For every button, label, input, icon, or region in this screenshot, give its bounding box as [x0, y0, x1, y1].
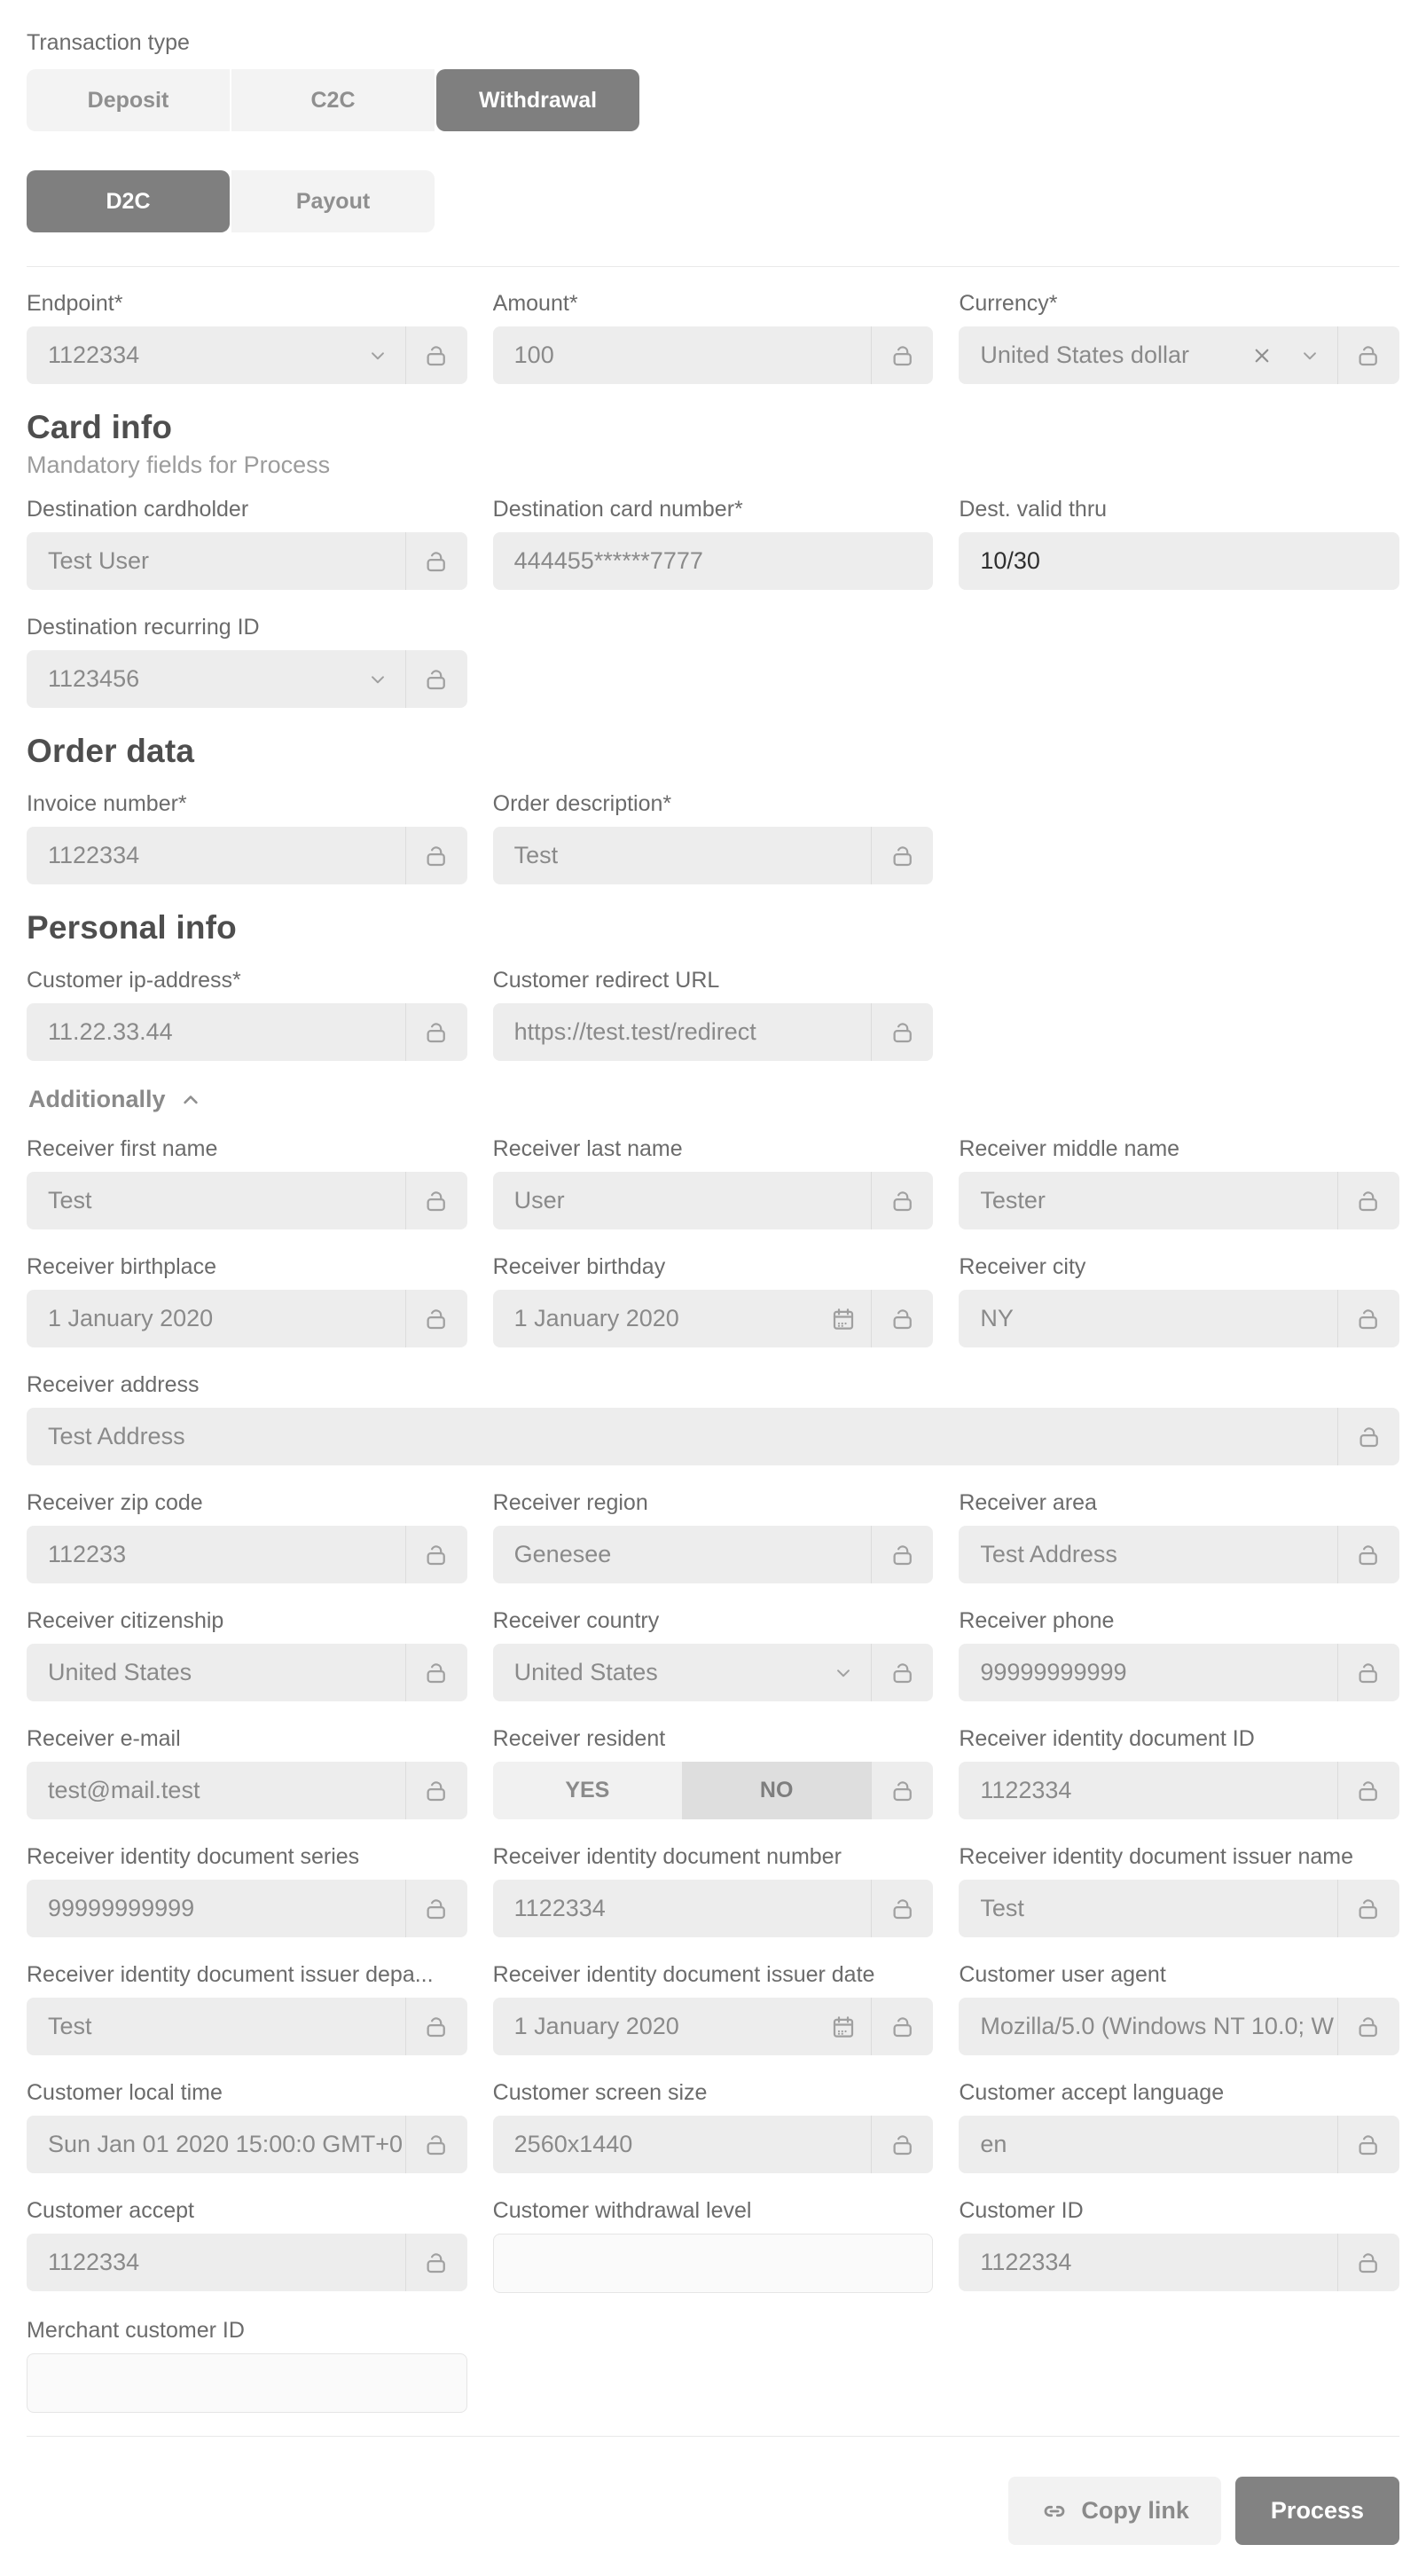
- customer-local-time-value: Sun Jan 01 2020 15:00:0 GMT+0: [48, 2131, 404, 2157]
- currency-value: United States dollar: [980, 342, 1189, 368]
- dest-valid-thru-label: Dest. valid thru: [959, 497, 1108, 522]
- lock-icon[interactable]: [1337, 2234, 1399, 2291]
- receiver-identity-document-id-label: Receiver identity document ID: [959, 1726, 1255, 1751]
- row-document-issuer: [27, 1962, 1399, 2055]
- receiver-address-value: Test Address: [48, 1423, 185, 1449]
- receiver-zip-field[interactable]: [27, 1526, 467, 1583]
- customer-accept-value: 1122334: [48, 2249, 140, 2275]
- tab-payout[interactable]: Payout: [231, 170, 435, 232]
- lock-icon[interactable]: [871, 1526, 933, 1583]
- receiver-area-field[interactable]: [959, 1526, 1399, 1583]
- receiver-region-label: Receiver region: [492, 1490, 648, 1515]
- invoice-number-label: Invoice number*: [27, 791, 187, 816]
- lock-icon[interactable]: [871, 1644, 933, 1701]
- receiver-citizenship-label: Receiver citizenship: [27, 1608, 224, 1633]
- destination-cardholder-label: Destination cardholder: [27, 497, 249, 522]
- amount-label: Amount*: [492, 291, 578, 316]
- customer-user-agent-label: Customer user agent: [959, 1962, 1166, 1987]
- receiver-last-name-value: User: [513, 1187, 565, 1213]
- receiver-email-field[interactable]: [27, 1762, 467, 1819]
- customer-user-agent-value: Mozilla/5.0 (Windows NT 10.0; W: [980, 2013, 1334, 2039]
- currency-label: Currency*: [959, 291, 1058, 316]
- lock-icon[interactable]: [405, 1998, 467, 2055]
- receiver-country-value: United States: [513, 1659, 658, 1685]
- receiver-area-value: Test Address: [980, 1541, 1117, 1567]
- lock-icon[interactable]: [405, 1762, 467, 1819]
- row-receiver-zip: [27, 1490, 1399, 1583]
- tab-withdrawal[interactable]: Withdrawal: [436, 69, 639, 131]
- customer-withdrawal-level-label: Customer withdrawal level: [492, 2198, 752, 2223]
- receiver-zip-label: Receiver zip code: [27, 1490, 203, 1515]
- destination-card-number-field[interactable]: [493, 532, 934, 590]
- lock-icon[interactable]: [871, 1880, 933, 1937]
- lock-icon[interactable]: [405, 1526, 467, 1583]
- receiver-last-name-label: Receiver last name: [492, 1136, 683, 1161]
- lock-icon[interactable]: [405, 1880, 467, 1937]
- lock-icon[interactable]: [405, 1172, 467, 1229]
- transaction-type-tabs: [27, 69, 1399, 131]
- receiver-city-value: NY: [980, 1305, 1014, 1331]
- receiver-area-label: Receiver area: [959, 1490, 1097, 1515]
- card-info-heading: Card info: [27, 409, 173, 445]
- withdrawal-mode-tabs: [27, 170, 1399, 232]
- clear-icon[interactable]: [1249, 342, 1275, 369]
- customer-accept-language-value: en: [980, 2131, 1007, 2157]
- receiver-first-name-field[interactable]: [27, 1172, 467, 1229]
- lock-icon[interactable]: [871, 1003, 933, 1061]
- receiver-identity-document-id-field[interactable]: [959, 1762, 1399, 1819]
- row-receiver-names: [27, 1136, 1399, 1229]
- destination-recurring-id-select[interactable]: [27, 650, 467, 708]
- destination-recurring-id-value: 1123456: [48, 665, 140, 692]
- personal-info-heading: Personal info: [27, 909, 237, 946]
- customer-accept-label: Customer accept: [27, 2198, 194, 2223]
- merchant-customer-id-field[interactable]: [27, 2353, 467, 2413]
- process-button[interactable]: [1235, 2477, 1399, 2545]
- currency-select[interactable]: [959, 326, 1399, 384]
- lock-icon[interactable]: [405, 2234, 467, 2291]
- destination-card-number-label: Destination card number*: [492, 497, 743, 522]
- row-receiver-birth: [27, 1254, 1399, 1347]
- customer-ip-field[interactable]: [27, 1003, 467, 1061]
- customer-screen-size-label: Customer screen size: [492, 2080, 708, 2105]
- customer-accept-language-label: Customer accept language: [959, 2080, 1225, 2105]
- customer-redirect-url-label: Customer redirect URL: [492, 968, 720, 993]
- lock-icon[interactable]: [871, 1762, 933, 1819]
- lock-icon[interactable]: [1337, 1644, 1399, 1701]
- destination-recurring-id-label: Destination recurring ID: [27, 615, 260, 640]
- lock-icon[interactable]: [871, 1290, 933, 1347]
- receiver-identity-document-issuer-name-field[interactable]: [959, 1880, 1399, 1937]
- receiver-region-field[interactable]: [493, 1526, 934, 1583]
- calendar-icon[interactable]: [830, 2014, 857, 2040]
- lock-icon[interactable]: [405, 650, 467, 708]
- receiver-identity-document-series-field[interactable]: [27, 1880, 467, 1937]
- invoice-number-field[interactable]: [27, 827, 467, 884]
- transaction-type-label: Transaction type: [27, 30, 190, 55]
- receiver-middle-name-value: Tester: [980, 1187, 1046, 1213]
- destination-cardholder-value: Test User: [48, 547, 150, 574]
- top-divider: [27, 266, 1399, 267]
- receiver-address-field[interactable]: [27, 1408, 1399, 1465]
- chevron-down-icon[interactable]: [832, 1661, 855, 1685]
- receiver-identity-document-series-label: Receiver identity document series: [27, 1844, 360, 1869]
- lock-icon[interactable]: [405, 1003, 467, 1061]
- customer-redirect-url-field[interactable]: [493, 1003, 934, 1061]
- link-icon: [1040, 2497, 1069, 2525]
- receiver-birthday-label: Receiver birthday: [492, 1254, 666, 1279]
- receiver-identity-document-issuer-department-field[interactable]: [27, 1998, 467, 2055]
- lock-icon[interactable]: [1337, 1998, 1399, 2055]
- order-data-heading: Order data: [27, 733, 195, 769]
- lock-icon[interactable]: [1337, 1762, 1399, 1819]
- lock-icon[interactable]: [1337, 2116, 1399, 2173]
- receiver-identity-document-number-label: Receiver identity document number: [492, 1844, 842, 1869]
- receiver-email-label: Receiver e-mail: [27, 1726, 181, 1751]
- row-receiver-address: [27, 1372, 1399, 1465]
- receiver-identity-document-series-value: 99999999999: [48, 1895, 195, 1921]
- order-description-value: Test: [513, 842, 559, 868]
- customer-screen-size-field[interactable]: [493, 2116, 934, 2173]
- lock-icon[interactable]: [871, 2116, 933, 2173]
- chevron-down-icon[interactable]: [1298, 344, 1321, 367]
- customer-accept-language-field[interactable]: [959, 2116, 1399, 2173]
- receiver-phone-label: Receiver phone: [959, 1608, 1115, 1633]
- customer-user-agent-field[interactable]: [959, 1998, 1399, 2055]
- row-recurring-id: [27, 615, 1399, 708]
- customer-withdrawal-level-field[interactable]: [493, 2234, 934, 2293]
- lock-icon[interactable]: [1337, 1880, 1399, 1937]
- merchant-customer-id-label: Merchant customer ID: [27, 2318, 245, 2343]
- receiver-identity-document-issuer-department-label: Receiver identity document issuer depa...: [27, 1962, 434, 1987]
- receiver-middle-name-field[interactable]: [959, 1172, 1399, 1229]
- lock-icon[interactable]: [1337, 1408, 1399, 1465]
- receiver-citizenship-value: United States: [48, 1659, 192, 1685]
- receiver-identity-document-id-value: 1122334: [980, 1777, 1072, 1803]
- amount-field[interactable]: [493, 326, 934, 384]
- customer-id-field[interactable]: [959, 2234, 1399, 2291]
- customer-ip-value: 11.22.33.44: [48, 1018, 173, 1045]
- copy-link-label: Copy link: [1081, 2497, 1189, 2524]
- amount-value: 100: [513, 342, 554, 368]
- receiver-zip-value: 112233: [48, 1541, 127, 1567]
- invoice-number-value: 1122334: [48, 842, 140, 868]
- receiver-resident-label: Receiver resident: [492, 1726, 666, 1751]
- customer-local-time-field[interactable]: [27, 2116, 467, 2173]
- destination-cardholder-field[interactable]: [27, 532, 467, 590]
- resident-yes-option[interactable]: YES: [493, 1762, 682, 1819]
- receiver-middle-name-label: Receiver middle name: [959, 1136, 1180, 1161]
- dest-valid-thru-field[interactable]: [959, 532, 1399, 590]
- chevron-down-icon[interactable]: [366, 344, 389, 367]
- tab-deposit[interactable]: Deposit: [27, 69, 230, 131]
- additionally-toggle[interactable]: [28, 1086, 203, 1113]
- footer-actions: [27, 2437, 1399, 2558]
- receiver-identity-document-issuer-name-value: Test: [980, 1895, 1024, 1921]
- lock-icon[interactable]: [405, 1290, 467, 1347]
- tab-c2c[interactable]: C2C: [231, 69, 435, 131]
- chevron-up-icon: [178, 1088, 203, 1112]
- row-personal-main: [27, 968, 1399, 1061]
- endpoint-select[interactable]: [27, 326, 467, 384]
- row-receiver-email: [27, 1726, 1399, 1819]
- row-endpoint-amount-currency: [27, 291, 1399, 384]
- row-customer-env: [27, 2080, 1399, 2173]
- receiver-citizenship-field[interactable]: [27, 1644, 467, 1701]
- receiver-email-value: test@mail.test: [48, 1777, 200, 1803]
- receiver-birthplace-field[interactable]: [27, 1290, 467, 1347]
- row-document-series: [27, 1844, 1399, 1937]
- lock-icon[interactable]: [1337, 1290, 1399, 1347]
- customer-id-label: Customer ID: [959, 2198, 1084, 2223]
- order-description-field[interactable]: [493, 827, 934, 884]
- receiver-resident-toggle: [493, 1762, 934, 1819]
- additionally-label: Additionally: [28, 1086, 166, 1112]
- customer-id-value: 1122334: [980, 2249, 1072, 2275]
- row-receiver-country: [27, 1608, 1399, 1701]
- customer-screen-size-value: 2560x1440: [513, 2131, 633, 2157]
- lock-icon[interactable]: [1337, 1172, 1399, 1229]
- destination-card-number-value: 444455******7777: [513, 547, 703, 574]
- copy-link-button[interactable]: [1008, 2477, 1221, 2545]
- calendar-icon[interactable]: [830, 1306, 857, 1332]
- receiver-identity-document-issuer-date-datepicker[interactable]: [493, 1998, 934, 2055]
- row-card-main: [27, 497, 1399, 590]
- lock-icon[interactable]: [405, 2116, 467, 2173]
- receiver-country-select[interactable]: [493, 1644, 934, 1701]
- lock-icon[interactable]: [871, 1998, 933, 2055]
- receiver-birthplace-value: 1 January 2020: [48, 1305, 214, 1331]
- tab-d2c[interactable]: D2C: [27, 170, 230, 232]
- receiver-city-label: Receiver city: [959, 1254, 1086, 1279]
- lock-icon[interactable]: [405, 326, 467, 384]
- lock-icon[interactable]: [871, 326, 933, 384]
- dest-valid-thru-value: 10/30: [980, 547, 1040, 574]
- lock-icon[interactable]: [405, 1644, 467, 1701]
- lock-icon[interactable]: [1337, 326, 1399, 384]
- row-merchant-customer-id: [27, 2318, 1399, 2413]
- lock-icon[interactable]: [871, 827, 933, 884]
- receiver-identity-document-issuer-date-value: 1 January 2020: [513, 2013, 679, 2039]
- receiver-identity-document-issuer-department-value: Test: [48, 2013, 92, 2039]
- process-label: Process: [1270, 2497, 1364, 2524]
- customer-redirect-url-value: https://test.test/redirect: [513, 1018, 756, 1045]
- order-description-label: Order description*: [492, 791, 672, 816]
- endpoint-value: 1122334: [48, 342, 140, 368]
- lock-icon[interactable]: [405, 532, 467, 590]
- receiver-city-field[interactable]: [959, 1290, 1399, 1347]
- receiver-identity-document-issuer-name-label: Receiver identity document issuer name: [959, 1844, 1353, 1869]
- receiver-last-name-field[interactable]: [493, 1172, 934, 1229]
- lock-icon[interactable]: [1337, 1526, 1399, 1583]
- receiver-phone-value: 99999999999: [980, 1659, 1127, 1685]
- receiver-first-name-value: Test: [48, 1187, 92, 1213]
- receiver-address-label: Receiver address: [27, 1372, 200, 1397]
- customer-accept-field[interactable]: [27, 2234, 467, 2291]
- receiver-birthday-value: 1 January 2020: [513, 1305, 679, 1331]
- lock-icon[interactable]: [871, 1172, 933, 1229]
- receiver-country-label: Receiver country: [492, 1608, 660, 1633]
- row-order: [27, 791, 1399, 884]
- endpoint-label: Endpoint*: [27, 291, 123, 316]
- receiver-region-value: Genesee: [513, 1541, 612, 1567]
- receiver-identity-document-number-value: 1122334: [513, 1895, 606, 1921]
- row-customer-ids: [27, 2198, 1399, 2293]
- receiver-birthplace-label: Receiver birthplace: [27, 1254, 216, 1279]
- customer-local-time-label: Customer local time: [27, 2080, 223, 2105]
- card-info-subtitle: Mandatory fields for Process: [27, 452, 331, 478]
- chevron-down-icon[interactable]: [366, 668, 389, 691]
- receiver-birthday-datepicker[interactable]: [493, 1290, 934, 1347]
- receiver-phone-field[interactable]: [959, 1644, 1399, 1701]
- lock-icon[interactable]: [405, 827, 467, 884]
- receiver-identity-document-issuer-date-label: Receiver identity document issuer date: [492, 1962, 875, 1987]
- receiver-first-name-label: Receiver first name: [27, 1136, 218, 1161]
- customer-ip-label: Customer ip-address*: [27, 968, 241, 993]
- resident-no-option[interactable]: NO: [682, 1762, 871, 1819]
- receiver-identity-document-number-field[interactable]: [493, 1880, 934, 1937]
